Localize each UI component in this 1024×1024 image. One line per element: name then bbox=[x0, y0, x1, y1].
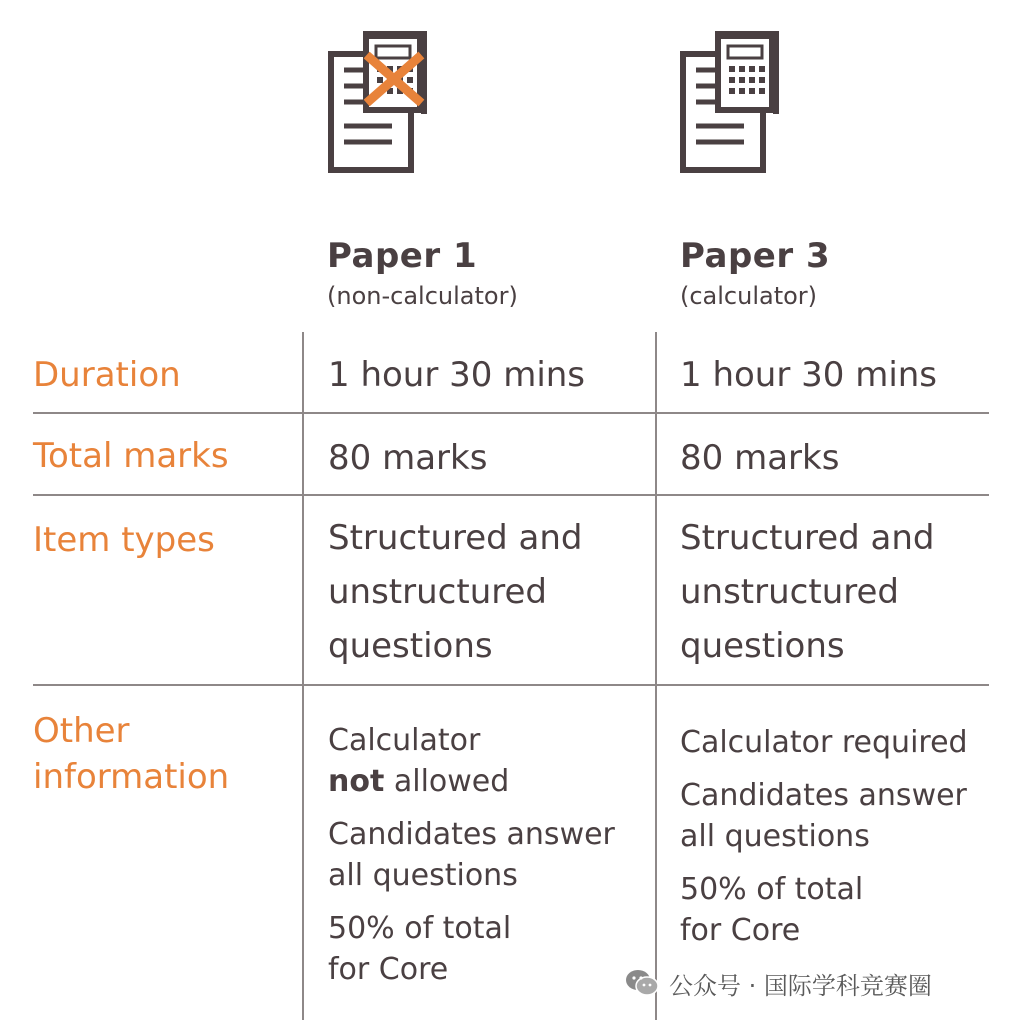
row-label-other-line-2: information bbox=[33, 757, 230, 797]
column-divider-2 bbox=[655, 332, 657, 1020]
paper-3-item-types-line-1: Structured and bbox=[680, 518, 935, 558]
paper-1-total-line-1: 50% of total bbox=[328, 911, 512, 946]
paper-1-item-types bbox=[328, 511, 583, 673]
paper-3-item-types-line-3: questions bbox=[680, 626, 845, 666]
row-divider-3 bbox=[33, 684, 989, 686]
paper-1-calculator-line-2 bbox=[328, 761, 615, 802]
paper-3-total-marks: 80 marks bbox=[680, 438, 840, 478]
paper-1-calculator-allowed: allowed bbox=[384, 764, 510, 799]
row-label-total-marks: Total marks bbox=[33, 436, 229, 476]
paper-1-calculator-not: not bbox=[328, 764, 385, 799]
paper-1-answer-line-1: Candidates answer bbox=[328, 817, 615, 852]
paper-3-subtitle: (calculator) bbox=[680, 282, 818, 310]
paper-3-answer-line-2: all questions bbox=[680, 819, 870, 854]
paper-3-item-types bbox=[680, 511, 935, 673]
paper-1-item-types-line-1: Structured and bbox=[328, 518, 583, 558]
watermark-text: 公众号 · 国际学科竞赛圈 bbox=[669, 971, 932, 1000]
paper-3-item-types-line-2: unstructured bbox=[680, 572, 899, 612]
paper-3-calculator-line-1: Calculator required bbox=[680, 725, 968, 760]
row-divider-2 bbox=[33, 494, 989, 496]
row-label-other-information bbox=[33, 708, 229, 800]
paper-1-total-marks: 80 marks bbox=[328, 438, 488, 478]
watermark bbox=[625, 963, 932, 1003]
paper-1-other-information bbox=[328, 720, 615, 990]
paper-3-duration: 1 hour 30 mins bbox=[680, 355, 938, 395]
paper-1-duration: 1 hour 30 mins bbox=[328, 355, 586, 395]
paper-3-total-line-1: 50% of total bbox=[680, 872, 864, 907]
paper-3-title: Paper 3 bbox=[680, 236, 831, 276]
paper-1-subtitle: (non-calculator) bbox=[327, 282, 518, 310]
paper-1-answer-line-2: all questions bbox=[328, 858, 518, 893]
paper-1-calculator-line-1: Calculator bbox=[328, 723, 481, 758]
paper-3-other-information bbox=[680, 722, 968, 951]
paper-1-title: Paper 1 bbox=[327, 236, 478, 276]
row-label-duration: Duration bbox=[33, 355, 181, 395]
paper-1-item-types-line-3: questions bbox=[328, 626, 493, 666]
row-label-other-line-1: Other bbox=[33, 711, 130, 751]
paper-no-calculator-icon bbox=[326, 30, 430, 176]
row-label-item-types: Item types bbox=[33, 520, 215, 560]
paper-1-item-types-line-2: unstructured bbox=[328, 572, 547, 612]
row-divider-1 bbox=[33, 412, 989, 414]
wechat-icon bbox=[625, 969, 659, 997]
paper-3-total-line-2: for Core bbox=[680, 913, 801, 948]
paper-calculator-icon bbox=[678, 30, 782, 176]
column-divider-1 bbox=[302, 332, 304, 1020]
paper-1-total-line-2: for Core bbox=[328, 952, 449, 987]
paper-3-answer-line-1: Candidates answer bbox=[680, 778, 967, 813]
